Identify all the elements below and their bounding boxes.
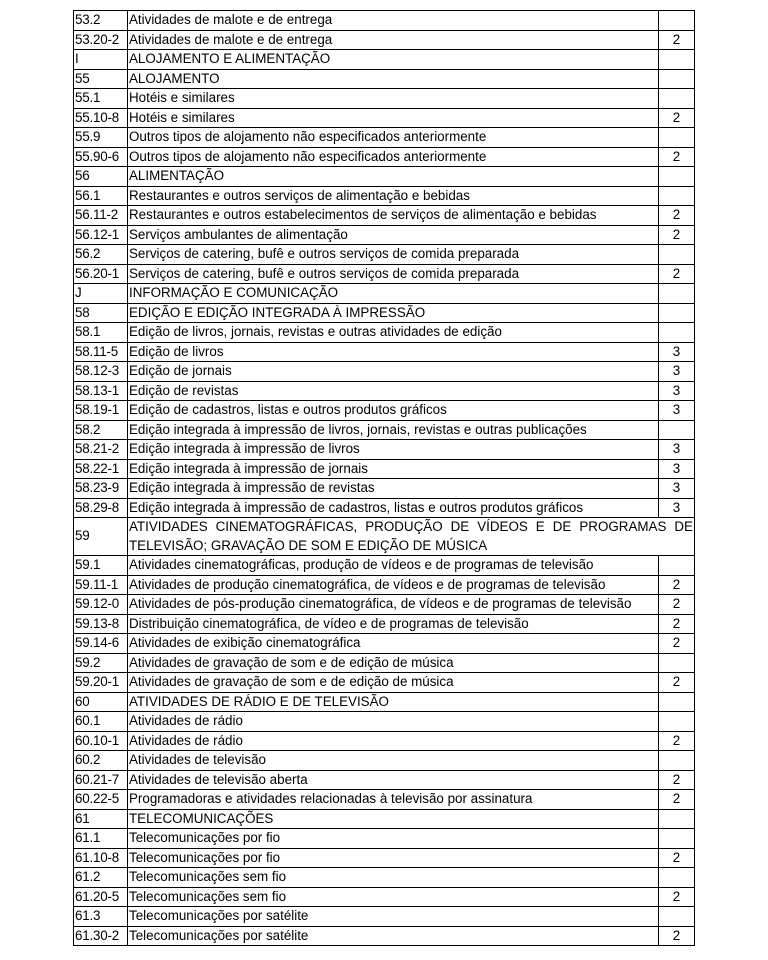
activity-description: EDIÇÃO E EDIÇÃO INTEGRADA À IMPRESSÃO — [128, 303, 659, 323]
activity-description — [128, 518, 695, 556]
table-row — [74, 128, 695, 148]
activity-code: 59.20-1 — [74, 673, 128, 693]
table-row — [74, 284, 695, 304]
activity-value — [659, 50, 695, 70]
activity-description: ALOJAMENTO — [128, 69, 659, 89]
activity-value — [659, 11, 695, 31]
activity-description: Telecomunicações por fio — [128, 829, 659, 849]
table-row — [74, 790, 695, 810]
table-row — [74, 30, 695, 50]
activity-value — [659, 868, 695, 888]
table-row — [74, 147, 695, 167]
activity-description: Edição de jornais — [128, 362, 659, 382]
activity-code: 53.20-2 — [74, 30, 128, 50]
activity-value: 2 — [659, 206, 695, 226]
table-row — [74, 653, 695, 673]
table-row — [74, 89, 695, 109]
table-row — [74, 206, 695, 226]
table-row — [74, 401, 695, 421]
activity-description: Atividades de malote e de entrega — [128, 30, 659, 50]
activity-description: Edição de revistas — [128, 381, 659, 401]
activity-description: Edição de livros, jornais, revistas e outras atividades de edição — [128, 323, 659, 343]
activity-code: 56.1 — [74, 186, 128, 206]
activity-code: 61.3 — [74, 907, 128, 927]
activity-code: I — [74, 50, 128, 70]
activity-value: 2 — [659, 634, 695, 654]
activity-description: ATIVIDADES DE RÁDIO E DE TELEVISÃO — [128, 692, 659, 712]
activity-code: 59.13-8 — [74, 614, 128, 634]
table-row — [74, 69, 695, 89]
table-row — [74, 595, 695, 615]
activity-value: 2 — [659, 770, 695, 790]
activity-code: 58.19-1 — [74, 401, 128, 421]
activity-description: Edição integrada à impressão de revistas — [128, 479, 659, 499]
activity-description: Serviços de catering, bufê e outros serviços de comida preparada — [128, 245, 659, 265]
activity-value — [659, 323, 695, 343]
table-row — [74, 459, 695, 479]
description-line-2: TELEVISÃO; GRAVAÇÃO DE SOM E EDIÇÃO DE MÚSICA — [129, 537, 488, 553]
activity-description: Atividades de exibição cinematográfica — [128, 634, 659, 654]
table-row — [74, 809, 695, 829]
activity-description: Hotéis e similares — [128, 108, 659, 128]
activity-code: 53.2 — [74, 11, 128, 31]
table-row — [74, 498, 695, 518]
table-row — [74, 479, 695, 499]
activity-value — [659, 186, 695, 206]
activity-value: 3 — [659, 498, 695, 518]
activity-description: Edição integrada à impressão de livros, jornais, revistas e outras publicações — [128, 420, 659, 440]
activity-code: 56.11-2 — [74, 206, 128, 226]
activity-value: 2 — [659, 595, 695, 615]
activity-code: 56.2 — [74, 245, 128, 265]
activity-code: 58.12-3 — [74, 362, 128, 382]
table-row — [74, 829, 695, 849]
activity-code: 58.22-1 — [74, 459, 128, 479]
table-row — [74, 362, 695, 382]
activity-code: 55.90-6 — [74, 147, 128, 167]
activity-description: Telecomunicações por satélite — [128, 907, 659, 927]
table-row — [74, 245, 695, 265]
activity-description: Serviços ambulantes de alimentação — [128, 225, 659, 245]
activity-value: 2 — [659, 926, 695, 946]
table-row — [74, 692, 695, 712]
activity-description: Telecomunicações por satélite — [128, 926, 659, 946]
activity-code: 59.2 — [74, 653, 128, 673]
activity-value — [659, 303, 695, 323]
table-row — [74, 167, 695, 187]
activity-code: 58 — [74, 303, 128, 323]
table-row — [74, 11, 695, 31]
activity-value: 3 — [659, 459, 695, 479]
activity-value: 2 — [659, 887, 695, 907]
activity-code: 61.20-5 — [74, 887, 128, 907]
activity-description: Hotéis e similares — [128, 89, 659, 109]
activity-code: 60.21-7 — [74, 770, 128, 790]
activity-code: 60.2 — [74, 751, 128, 771]
activity-value: 2 — [659, 30, 695, 50]
activity-description: ALIMENTAÇÃO — [128, 167, 659, 187]
table-row — [74, 634, 695, 654]
activity-description: Restaurantes e outros serviços de alimentação e bebidas — [128, 186, 659, 206]
activity-description: Outros tipos de alojamento não especificados anteriormente — [128, 128, 659, 148]
activity-value: 2 — [659, 108, 695, 128]
table-row — [74, 868, 695, 888]
activity-value: 2 — [659, 673, 695, 693]
activity-description: Atividades de gravação de som e de edição de música — [128, 673, 659, 693]
activity-description: ALOJAMENTO E ALIMENTAÇÃO — [128, 50, 659, 70]
activity-description: Telecomunicações por fio — [128, 848, 659, 868]
activity-code: J — [74, 284, 128, 304]
activity-value: 2 — [659, 790, 695, 810]
activity-value — [659, 653, 695, 673]
table-row — [74, 518, 695, 556]
activity-value — [659, 284, 695, 304]
activity-value — [659, 809, 695, 829]
activity-code: 58.1 — [74, 323, 128, 343]
activity-description: Outros tipos de alojamento não especificados anteriormente — [128, 147, 659, 167]
activity-description: Telecomunicações sem fio — [128, 887, 659, 907]
activity-value — [659, 69, 695, 89]
activity-value — [659, 907, 695, 927]
activity-code: 55 — [74, 69, 128, 89]
activity-description: Telecomunicações sem fio — [128, 868, 659, 888]
activity-description: Atividades de rádio — [128, 731, 659, 751]
activity-description: Atividades de gravação de som e de edição de música — [128, 653, 659, 673]
activity-value: 2 — [659, 575, 695, 595]
activity-code: 58.23-9 — [74, 479, 128, 499]
activity-code: 61.30-2 — [74, 926, 128, 946]
activity-code: 55.9 — [74, 128, 128, 148]
activity-code: 61.2 — [74, 868, 128, 888]
activity-value: 2 — [659, 264, 695, 284]
activity-value — [659, 829, 695, 849]
activity-code: 58.13-1 — [74, 381, 128, 401]
activity-description: Atividades de pós-produção cinematográfica, de vídeos e de programas de televisão — [128, 595, 659, 615]
table-row — [74, 381, 695, 401]
activity-description: Edição integrada à impressão de cadastros, listas e outros produtos gráficos — [128, 498, 659, 518]
activity-value: 2 — [659, 614, 695, 634]
activity-value: 3 — [659, 342, 695, 362]
activity-code: 55.1 — [74, 89, 128, 109]
activity-code: 58.21-2 — [74, 440, 128, 460]
table-row — [74, 342, 695, 362]
activity-description: Edição de livros — [128, 342, 659, 362]
table-row — [74, 323, 695, 343]
activity-value — [659, 712, 695, 732]
activity-description: Atividades de televisão aberta — [128, 770, 659, 790]
table-row — [74, 440, 695, 460]
activity-value: 2 — [659, 731, 695, 751]
activity-code: 60.22-5 — [74, 790, 128, 810]
table-row — [74, 420, 695, 440]
activity-code: 59.14-6 — [74, 634, 128, 654]
activity-code: 61.1 — [74, 829, 128, 849]
table-row — [74, 50, 695, 70]
activity-value: 3 — [659, 440, 695, 460]
activity-table — [73, 10, 695, 946]
activity-value — [659, 751, 695, 771]
activity-description: Restaurantes e outros estabelecimentos de serviços de alimentação e bebidas — [128, 206, 659, 226]
activity-description: Atividades cinematográficas, produção de vídeos e de programas de televisão — [128, 556, 659, 576]
activity-value: 2 — [659, 225, 695, 245]
activity-code: 60.10-1 — [74, 731, 128, 751]
table-row — [74, 712, 695, 732]
table-row — [74, 887, 695, 907]
activity-description: Distribuição cinematográfica, de vídeo e de programas de televisão — [128, 614, 659, 634]
activity-code: 59.1 — [74, 556, 128, 576]
activity-value: 3 — [659, 362, 695, 382]
table-row — [74, 575, 695, 595]
activity-description: INFORMAÇÃO E COMUNICAÇÃO — [128, 284, 659, 304]
table-row — [74, 731, 695, 751]
activity-description: Programadoras e atividades relacionadas à televisão por assinatura — [128, 790, 659, 810]
activity-code: 56.12-1 — [74, 225, 128, 245]
activity-description: Atividades de rádio — [128, 712, 659, 732]
activity-code: 56 — [74, 167, 128, 187]
activity-value — [659, 128, 695, 148]
activity-value: 3 — [659, 479, 695, 499]
activity-code: 56.20-1 — [74, 264, 128, 284]
table-row — [74, 770, 695, 790]
activity-value: 3 — [659, 401, 695, 421]
table-row — [74, 225, 695, 245]
activity-value — [659, 420, 695, 440]
activity-description: Atividades de televisão — [128, 751, 659, 771]
activity-code: 59.11-1 — [74, 575, 128, 595]
activity-description: Edição integrada à impressão de livros — [128, 440, 659, 460]
activity-value — [659, 692, 695, 712]
table-row — [74, 907, 695, 927]
table-row — [74, 186, 695, 206]
activity-value — [659, 245, 695, 265]
activity-description: TELECOMUNICAÇÕES — [128, 809, 659, 829]
activity-code: 59 — [74, 518, 128, 556]
description-line-1: ATIVIDADES CINEMATOGRÁFICAS, PRODUÇÃO DE VÍDEOS E DE PROGRAMAS DE — [129, 519, 693, 534]
table-row — [74, 848, 695, 868]
activity-code: 60.1 — [74, 712, 128, 732]
activity-code: 55.10-8 — [74, 108, 128, 128]
table-row — [74, 751, 695, 771]
table-row — [74, 264, 695, 284]
activity-code: 58.2 — [74, 420, 128, 440]
activity-code: 61.10-8 — [74, 848, 128, 868]
table-row — [74, 673, 695, 693]
table-body — [74, 11, 695, 946]
activity-description: Serviços de catering, bufê e outros serviços de comida preparada — [128, 264, 659, 284]
activity-description: Atividades de produção cinematográfica, de vídeos e de programas de televisão — [128, 575, 659, 595]
activity-code: 58.29-8 — [74, 498, 128, 518]
table-row — [74, 926, 695, 946]
table-row — [74, 303, 695, 323]
activity-value: 2 — [659, 848, 695, 868]
activity-code: 61 — [74, 809, 128, 829]
activity-value — [659, 89, 695, 109]
activity-value: 3 — [659, 381, 695, 401]
table-row — [74, 614, 695, 634]
activity-code: 60 — [74, 692, 128, 712]
activity-value — [659, 167, 695, 187]
activity-description: Atividades de malote e de entrega — [128, 11, 659, 31]
activity-value — [659, 556, 695, 576]
table-row — [74, 108, 695, 128]
table-row — [74, 556, 695, 576]
activity-value: 2 — [659, 147, 695, 167]
activity-description: Edição integrada à impressão de jornais — [128, 459, 659, 479]
activity-code: 58.11-5 — [74, 342, 128, 362]
activity-code: 59.12-0 — [74, 595, 128, 615]
activity-description: Edição de cadastros, listas e outros produtos gráficos — [128, 401, 659, 421]
